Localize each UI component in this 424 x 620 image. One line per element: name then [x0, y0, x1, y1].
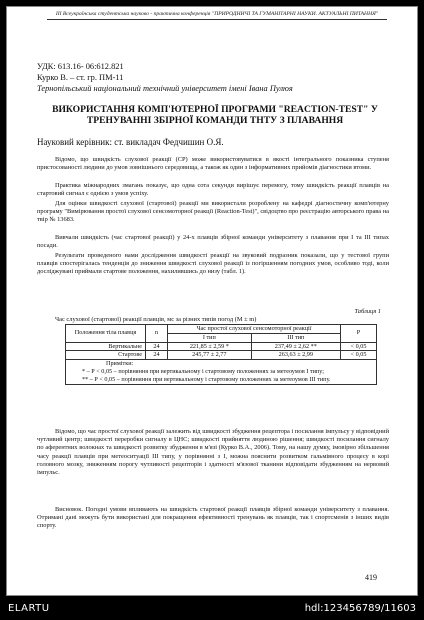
cell-position: Стартове	[66, 351, 146, 360]
header-position: Положення тіла плавця	[66, 325, 146, 343]
paragraph-4: Вивчали швидкість (час стартової реакції) у 24-х плавців збірної команди університету з плавання при І та ІІІ типах посади.	[37, 234, 389, 250]
author-line: Курко В. – ст. гр. ПМ-11	[37, 73, 124, 82]
paragraph-1: Відомо, що швидкість слухової реакції (СР) може використовуватися в якості інтегрального показника ступеня пристосованості людини до умов зовнішнього середовища, а також як один з інформативних прийомів діагностики втоми.	[37, 156, 389, 172]
cell-type-1: 221,85 ± 2,59 *	[168, 342, 252, 351]
cell-n: 24	[146, 342, 168, 351]
results-table	[65, 324, 377, 385]
paragraph-7: Висновок. Погодні умови впливають на швидкість стартової реакції плавців збірної команди університету з плавання. Отримані дані можуть бути використані для покращення ефективності тренувань як плавців, так і спортсменів з інших видів спорту.	[37, 506, 389, 530]
note-1: * – Р < 0,05 – порівняння при вертикальному і стартовому положеннях за метеоумов І типу;	[82, 367, 324, 375]
paragraph-2: Практика міжнародних змагань показує, що одна сота секунди вирішує перемогу, тому швидкість реакції плавців на стартовий сигнал є однією з умов успіху.	[37, 182, 389, 198]
table-notes-row	[66, 360, 377, 384]
table-notes	[66, 360, 377, 384]
supervisor-line: Науковий керівник: ст. викладач Федчишин О.Я.	[37, 137, 224, 147]
table-row	[66, 351, 377, 360]
repository-label: ELARTU	[8, 603, 50, 614]
table-caption: Час слухової (стартової) реакції плавців, мс за різних типів погод (М ± m)	[55, 316, 257, 323]
udc-code: УДК: 613.16- 06:612.821	[37, 62, 124, 71]
university-line: Тернопільський національний технічний університет імені Івана Пулюя	[37, 84, 293, 93]
cell-p: < 0,05	[341, 342, 377, 351]
cell-type-3: 263,63 ± 2,99	[251, 351, 340, 360]
cell-p: < 0,05	[341, 351, 377, 360]
cell-n: 24	[146, 351, 168, 360]
header-type-1: І тип	[168, 333, 252, 342]
header-p: P	[341, 325, 377, 343]
page-number: 419	[365, 573, 377, 582]
conference-header: ІІІ Всеукраїнська студентська науково - практична конференція "ПРИРОДНИЧІ ТА ГУМАНІТАРНІ НАУКИ. АКТУАЛЬНІ ПИТАННЯ"	[47, 11, 387, 20]
header-reaction-time: Час простої слухової сенсомоторної реакції	[168, 325, 341, 334]
paragraph-5: Результати проведеного нами дослідження швидкості реакції на звуковий подразник показали, що у тестової групи плавців спостерігалась тенденція до зниження швидкості слухової реакції із погіршенням погодних умов, особливо тоді, коли досліджувані приймали стартове положення, нахилившись до низу (табл. 1).	[37, 252, 389, 276]
document-page	[6, 6, 418, 596]
paragraph-6: Відомо, що час простої слухової реакції залежить від швидкості збудження рецептора і посилання імпульсу у відповідний чутливий центр; швидкості переробки сигналу в ЦНС; швидкості прийняття людиною рішення; швидкості посилання сигналу по аферентних волокнах та швидкості розвитку збудження в м'язі (Курко В.А., 2006). Тому, на нашу думку, імовірно збільшення часу реакції плавців при метеоситуації ІІІ типу, у порівнянні з І, можна пояснити розвитком гальмівного процесу в корі головного мозку, зниженням порогу чутливості рецепторів і здатності м'язової тканини відповідати збудженням на нервовий імпульс.	[37, 428, 389, 477]
note-2: ** – Р < 0,05 – порівняння при вертикальному і стартовому положеннях за метеоумов ІІІ типу.	[82, 375, 331, 383]
header-n: n	[146, 325, 168, 343]
table-row	[66, 342, 377, 351]
handle-id: hdl:123456789/11603	[304, 603, 416, 614]
paragraph-3: Для оцінки швидкості слухової (стартової) реакції ми використали розроблену на кафедрі діагностичну комп'ютерну програму "Вимірювання простої слухової сенсомоторної реакції (Reaction-Test)", свідоцтво про реєстрацію авторського права на твір № 13683.	[37, 200, 389, 224]
header-type-3: ІІІ тип	[251, 333, 340, 342]
table-number: Таблиця 1	[354, 308, 381, 315]
table-header-row	[66, 325, 377, 334]
cell-position: Вертикальне	[66, 342, 146, 351]
cell-type-1: 245,77 ± 2,77	[168, 351, 252, 360]
cell-type-3: 237,49 ± 2,62 **	[251, 342, 340, 351]
notes-title: Примітки:	[106, 360, 134, 368]
paper-title: ВИКОРИСТАННЯ КОМП'ЮТЕРНОЇ ПРОГРАМИ "REACTION-TEST" У ТРЕНУВАННІ ЗБІРНОЇ КОМАНДИ ТНТУ З ПЛАВАННЯ	[52, 104, 378, 126]
